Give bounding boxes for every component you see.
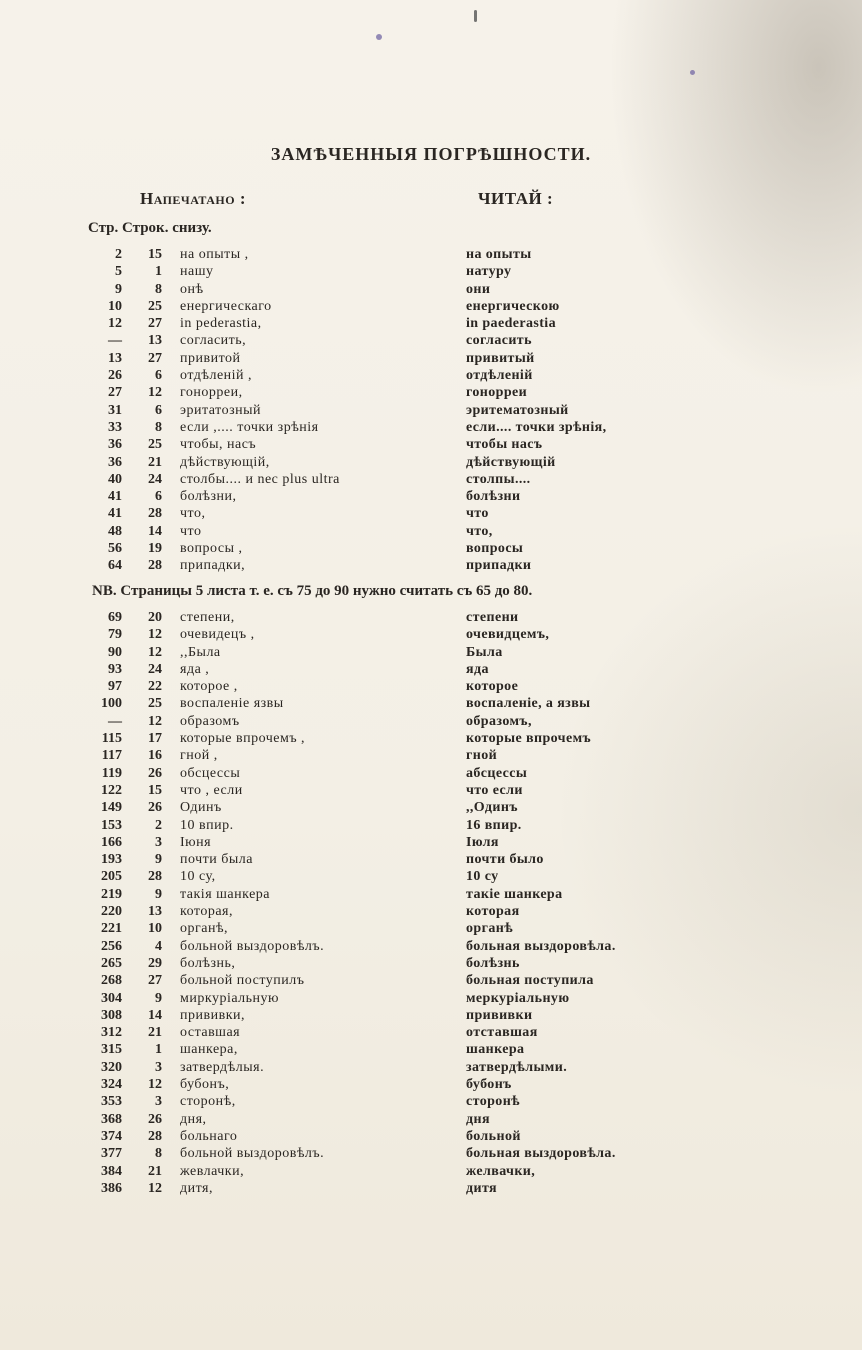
corrected-text: припадки — [466, 558, 532, 574]
corrected-text: почти было — [466, 852, 544, 868]
printed-text: гонорреи, — [180, 385, 243, 401]
line-number: 25 — [148, 696, 162, 712]
printed-text: вопросы , — [180, 541, 243, 557]
corrected-text: степени — [466, 610, 519, 625]
page-number: 2 — [115, 247, 122, 262]
corrected-text: шанкера — [466, 1042, 525, 1058]
page-number: 220 — [101, 904, 122, 920]
line-number: 26 — [148, 800, 162, 816]
page-number: 256 — [101, 938, 122, 954]
corrected-text: которые впрочемъ — [466, 731, 592, 747]
header-read: ЧИТАЙ : — [478, 189, 554, 208]
errata-row — [0, 246, 862, 263]
page-number: 41 — [108, 489, 122, 505]
line-number: 22 — [148, 679, 162, 695]
line-number: 8 — [155, 1146, 162, 1162]
corrected-text: вопросы — [466, 541, 524, 557]
corrected-text: что — [466, 506, 489, 522]
line-number: 15 — [148, 247, 162, 262]
errata-row — [0, 298, 862, 315]
corrected-text: in paederastia — [466, 316, 556, 332]
corrected-text: затвердѣлыми. — [466, 1059, 568, 1075]
printed-text: органѣ, — [180, 921, 229, 937]
page-number: 36 — [108, 454, 122, 470]
header-printed: Напечатано : — [140, 189, 246, 208]
corrected-text: отставшая — [466, 1025, 538, 1041]
printed-text: привитой — [180, 350, 241, 366]
page-number: 9 — [115, 281, 122, 297]
ink-speck — [376, 34, 382, 40]
line-number: 12 — [148, 644, 162, 660]
printed-text: образомъ — [180, 713, 240, 729]
printed-text: 10 впир. — [180, 817, 234, 833]
line-number: 21 — [148, 454, 162, 470]
page-number: 353 — [101, 1094, 122, 1110]
page-number: 5 — [115, 264, 122, 280]
page-number: 265 — [101, 955, 122, 971]
errata-row — [0, 332, 862, 349]
page-number: 79 — [108, 627, 122, 643]
errata-row — [0, 834, 862, 851]
corrected-text: больная выздоровѣла. — [466, 938, 616, 954]
corrected-text: Была — [466, 644, 503, 660]
corrected-text: такіе шанкера — [466, 886, 563, 902]
line-number: 6 — [155, 368, 162, 384]
corrected-text: больная поступила — [466, 973, 594, 989]
line-number: 17 — [148, 731, 162, 747]
line-number: 1 — [155, 1042, 162, 1058]
printed-text: что — [180, 523, 202, 539]
printed-text: такія шанкера — [180, 886, 271, 902]
errata-row — [0, 799, 862, 816]
line-number: 9 — [155, 852, 162, 868]
line-number: 4 — [155, 938, 162, 954]
errata-row — [0, 419, 862, 436]
printed-text: эритатозный — [180, 402, 261, 418]
printed-text: миркуріальную — [180, 990, 280, 1006]
errata-row — [0, 1128, 862, 1145]
line-number: 13 — [148, 333, 162, 349]
line-number: 27 — [148, 350, 162, 366]
corrected-text: что, — [466, 523, 493, 539]
line-number: 20 — [148, 610, 162, 625]
page-number: 90 — [108, 644, 122, 660]
page-number: 377 — [101, 1146, 122, 1162]
printed-text: in pederastia, — [180, 316, 262, 332]
corrected-text: согласить — [466, 333, 532, 349]
errata-row — [0, 488, 862, 505]
corrected-text: абсцессы — [466, 765, 528, 781]
printed-text: енергическаго — [180, 298, 272, 314]
errata-row — [0, 609, 862, 626]
line-number: 14 — [148, 523, 162, 539]
errata-row — [0, 1041, 862, 1058]
printed-text: если ,.... точки зрѣнія — [180, 419, 319, 435]
line-number: 6 — [155, 402, 162, 418]
printed-text: что, — [180, 506, 206, 522]
page-number: 219 — [101, 886, 122, 902]
corrected-text: натуру — [466, 264, 512, 280]
printed-text: нашу — [180, 264, 214, 280]
page-number: 149 — [101, 800, 122, 816]
printed-text: сторонѣ, — [180, 1094, 236, 1110]
line-number: 26 — [148, 1111, 162, 1127]
errata-row — [0, 1007, 862, 1024]
line-number: 27 — [148, 316, 162, 332]
printed-text: болѣзнь, — [180, 955, 236, 971]
errata-row — [0, 920, 862, 937]
page-number: 26 — [108, 368, 122, 384]
errata-row — [0, 350, 862, 367]
page-number: 205 — [101, 869, 122, 885]
printed-text: обсцессы — [180, 765, 241, 781]
printed-text: бубонъ, — [180, 1077, 230, 1093]
page-number: 56 — [108, 541, 122, 557]
printed-text: Одинъ — [180, 800, 222, 816]
corrected-text: если.... точки зрѣнія, — [466, 419, 607, 435]
corrected-text: дитя — [466, 1180, 498, 1196]
line-number: 9 — [155, 990, 162, 1006]
corrected-text: которая — [466, 904, 520, 920]
line-number: 1 — [155, 264, 162, 280]
corrected-text: гной — [466, 748, 498, 764]
corrected-text: желвачки, — [466, 1163, 536, 1179]
line-number: 28 — [148, 1128, 162, 1144]
errata-row — [0, 661, 862, 678]
printed-text: степени, — [180, 610, 235, 625]
errata-row — [0, 678, 862, 695]
line-number: 19 — [148, 541, 162, 557]
line-number: 8 — [155, 419, 162, 435]
corrected-text: гонорреи — [466, 385, 528, 401]
line-number: 29 — [148, 955, 162, 971]
printed-text: воспаленіе язвы — [180, 696, 284, 712]
printed-text: согласить, — [180, 333, 247, 349]
line-number: 10 — [148, 921, 162, 937]
corrected-text: отдѣленій — [466, 368, 533, 384]
printed-text: гной , — [180, 748, 218, 764]
printed-text: на опыты , — [180, 247, 249, 262]
printed-text: которая, — [180, 904, 233, 920]
page-number: 48 — [108, 523, 122, 539]
corrected-text: больной — [466, 1128, 521, 1144]
page-number: 31 — [108, 402, 122, 418]
page-number: 36 — [108, 437, 122, 453]
line-number: 24 — [148, 471, 162, 487]
printed-text: Іюня — [180, 834, 212, 850]
page-number: — — [108, 333, 122, 349]
subheader-page-line: Стр. Строк. снизу. — [88, 220, 212, 236]
line-number: 8 — [155, 281, 162, 297]
errata-row — [0, 903, 862, 920]
page-number: 308 — [101, 1007, 122, 1023]
line-number: 28 — [148, 869, 162, 885]
line-number: 21 — [148, 1025, 162, 1041]
errata-row — [0, 868, 862, 885]
corrected-text: Іюля — [466, 834, 499, 850]
corrected-text: болѣзни — [466, 489, 521, 505]
line-number: 25 — [148, 437, 162, 453]
corrected-text: больная выздоровѣла. — [466, 1146, 616, 1162]
printed-text: которое , — [180, 679, 238, 695]
line-number: 12 — [148, 1077, 162, 1093]
printed-text: дитя, — [180, 1180, 213, 1196]
page-number: 69 — [108, 610, 122, 625]
line-number: 12 — [148, 713, 162, 729]
corrected-text: привитый — [466, 350, 535, 366]
errata-row — [0, 938, 862, 955]
printed-text: почти была — [180, 852, 254, 868]
printed-text: жевлачки, — [180, 1163, 245, 1179]
errata-row — [0, 886, 862, 903]
line-number: 13 — [148, 904, 162, 920]
errata-row — [0, 955, 862, 972]
printed-text: дѣйствующій, — [180, 454, 270, 470]
errata-row — [0, 454, 862, 471]
errata-row — [0, 1180, 862, 1197]
page-number: 384 — [101, 1163, 122, 1179]
page-number: — — [108, 713, 122, 729]
printed-text: больной поступилъ — [180, 973, 305, 989]
page-number: 40 — [108, 471, 122, 487]
corrected-text: столпы.... — [466, 471, 531, 487]
printed-text: больной выздоровѣлъ. — [180, 1146, 325, 1162]
page-number: 93 — [108, 661, 122, 677]
page-number: 386 — [101, 1180, 122, 1196]
errata-row — [0, 990, 862, 1007]
errata-row — [0, 1163, 862, 1180]
corrected-text: на опыты — [466, 247, 532, 262]
page-number: 97 — [108, 679, 122, 695]
line-number: 6 — [155, 489, 162, 505]
line-number: 26 — [148, 765, 162, 781]
line-number: 9 — [155, 886, 162, 902]
page-number: 10 — [108, 298, 122, 314]
errata-row — [0, 782, 862, 799]
printed-text: дня, — [180, 1111, 207, 1127]
errata-row — [0, 557, 862, 574]
corrected-text: которое — [466, 679, 519, 695]
printed-text: оставшая — [180, 1025, 241, 1041]
ink-speck — [474, 10, 477, 22]
line-number: 27 — [148, 973, 162, 989]
corrected-text: чтобы насъ — [466, 437, 543, 453]
corrected-text: 16 впир. — [466, 817, 522, 833]
line-number: 15 — [148, 782, 162, 798]
printed-text: чтобы, насъ — [180, 437, 257, 453]
page-number: 13 — [108, 350, 122, 366]
page-number: 27 — [108, 385, 122, 401]
errata-row — [0, 972, 862, 989]
errata-row — [0, 1111, 862, 1128]
printed-text: прививки, — [180, 1007, 245, 1023]
corrected-text: бубонъ — [466, 1077, 512, 1093]
errata-row — [0, 281, 862, 298]
line-number: 16 — [148, 748, 162, 764]
printed-text: шанкера, — [180, 1042, 238, 1058]
printed-text: затвердѣлыя. — [180, 1059, 265, 1075]
printed-text: 10 су, — [180, 869, 216, 885]
line-number: 12 — [148, 385, 162, 401]
errata-row — [0, 713, 862, 730]
errata-row — [0, 436, 862, 453]
errata-row — [0, 523, 862, 540]
errata-list-bottom — [0, 609, 862, 1197]
page-number: 117 — [101, 748, 122, 764]
printed-text: больной выздоровѣлъ. — [180, 938, 325, 954]
line-number: 12 — [148, 627, 162, 643]
page-number: 320 — [101, 1059, 122, 1075]
line-number: 14 — [148, 1007, 162, 1023]
errata-row — [0, 471, 862, 488]
page-number: 324 — [101, 1077, 122, 1093]
errata-row — [0, 315, 862, 332]
printed-text: которые впрочемъ , — [180, 731, 306, 747]
errata-row — [0, 367, 862, 384]
page-number: 153 — [101, 817, 122, 833]
errata-row — [0, 402, 862, 419]
errata-row — [0, 747, 862, 764]
printed-text: ,,Была — [180, 644, 221, 660]
line-number: 24 — [148, 661, 162, 677]
printed-text: больнаго — [180, 1128, 238, 1144]
errata-row — [0, 505, 862, 522]
corrected-text: органѣ — [466, 921, 514, 937]
line-number: 12 — [148, 1180, 162, 1196]
errata-row — [0, 730, 862, 747]
page-number: 268 — [101, 973, 122, 989]
line-number: 21 — [148, 1163, 162, 1179]
page-number: 122 — [101, 782, 122, 798]
errata-row — [0, 1076, 862, 1093]
printed-text: яда , — [180, 661, 210, 677]
page-number: 368 — [101, 1111, 122, 1127]
errata-row — [0, 1145, 862, 1162]
line-number: 3 — [155, 1059, 162, 1075]
line-number: 28 — [148, 558, 162, 574]
line-number: 28 — [148, 506, 162, 522]
corrected-text: меркуріальную — [466, 990, 570, 1006]
line-number: 3 — [155, 1094, 162, 1110]
printed-text: столбы.... и nec plus ultra — [180, 471, 340, 487]
ink-speck — [690, 70, 695, 75]
corrected-text: прививки — [466, 1007, 533, 1023]
corrected-text: образомъ, — [466, 713, 532, 729]
page-number: 119 — [101, 765, 122, 781]
errata-row — [0, 1093, 862, 1110]
corrected-text: 10 су — [466, 869, 499, 885]
page-number: 41 — [108, 506, 122, 522]
errata-row — [0, 817, 862, 834]
errata-list-top — [0, 246, 862, 575]
page-number: 64 — [108, 558, 122, 574]
corrected-text: дня — [466, 1111, 490, 1127]
page-number: 12 — [108, 316, 122, 332]
errata-row — [0, 851, 862, 868]
page-number: 304 — [101, 990, 122, 1006]
corrected-text: эритематозный — [466, 402, 569, 418]
corrected-text: сторонѣ — [466, 1094, 520, 1110]
corrected-text: дѣйствующій — [466, 454, 556, 470]
printed-text: что , если — [180, 782, 243, 798]
printed-text: припадки, — [180, 558, 246, 574]
page-number: 100 — [101, 696, 122, 712]
corrected-text: воспаленіе, а язвы — [466, 696, 591, 712]
errata-row — [0, 1024, 862, 1041]
corrected-text: очевидцемъ, — [466, 627, 550, 643]
page-number: 115 — [101, 731, 122, 747]
page-number: 193 — [101, 852, 122, 868]
corrected-text: они — [466, 281, 491, 297]
line-number: 2 — [155, 817, 162, 833]
corrected-text: яда — [466, 661, 489, 677]
errata-row — [0, 540, 862, 557]
errata-row — [0, 695, 862, 712]
line-number: 25 — [148, 298, 162, 314]
errata-row — [0, 384, 862, 401]
corrected-text: енергическою — [466, 298, 560, 314]
page-number: 374 — [101, 1128, 122, 1144]
errata-row — [0, 263, 862, 280]
page-number: 221 — [101, 921, 122, 937]
corrected-text: ,,Одинъ — [466, 800, 518, 816]
printed-text: отдѣленій , — [180, 368, 253, 384]
errata-row — [0, 765, 862, 782]
errata-row — [0, 1059, 862, 1076]
corrected-text: что если — [466, 782, 523, 798]
printed-text: онѣ — [180, 281, 204, 297]
page-title: ЗАМѢЧЕННЫЯ ПОГРѢШНОСТИ. — [270, 144, 592, 164]
errata-row — [0, 626, 862, 643]
nb-note: NB. Страницы 5 листа т. е. съ 75 до 90 нужно считать съ 65 до 80. — [92, 583, 533, 599]
errata-row — [0, 644, 862, 661]
page-number: 166 — [101, 834, 122, 850]
printed-text: болѣзни, — [180, 489, 237, 505]
page-number: 312 — [101, 1025, 122, 1041]
printed-text: очевидецъ , — [180, 627, 255, 643]
corrected-text: болѣзнь — [466, 955, 520, 971]
line-number: 3 — [155, 834, 162, 850]
page-number: 33 — [108, 419, 122, 435]
page-number: 315 — [101, 1042, 122, 1058]
